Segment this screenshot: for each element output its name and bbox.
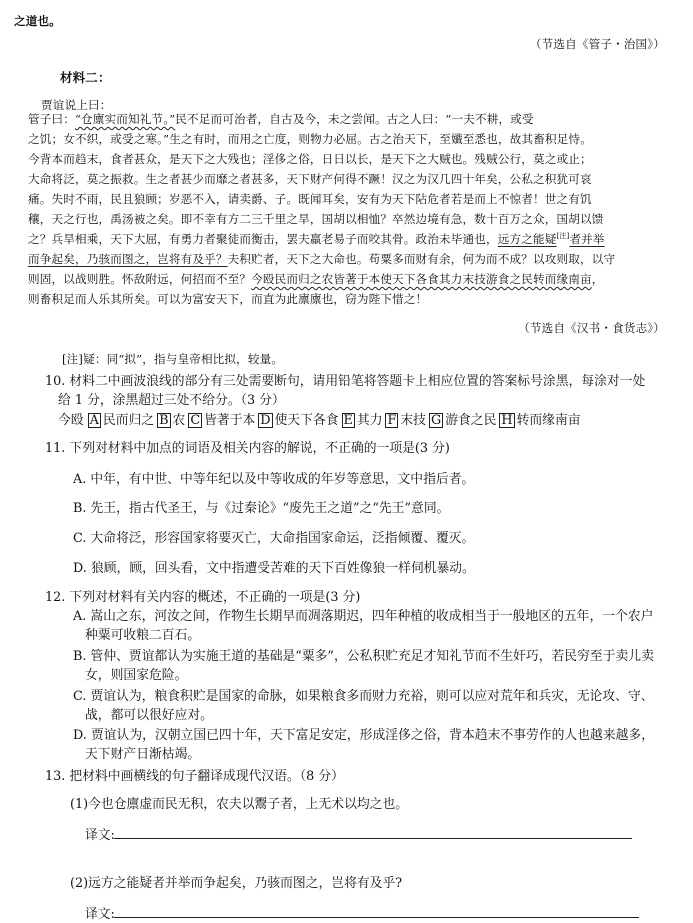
q10-options xyxy=(58,409,584,428)
passage-text: 则固，以战则胜。怀敌附远，何招而不至？ xyxy=(28,272,252,286)
passage-line xyxy=(28,291,427,307)
q11-option-b: B. 先王，指古代圣王，与《过秦论》“废先王之道”之“先王”意同。 xyxy=(73,501,450,516)
q10-prefix: 今殴 xyxy=(58,413,84,428)
q10-option-text: 农 xyxy=(172,413,186,428)
q13-answer-line-2[interactable] xyxy=(114,917,639,918)
passage-text: ， xyxy=(591,272,604,286)
material2-source: （节选自《汉书・食货志》） xyxy=(518,321,665,335)
q10-option-box[interactable]: D xyxy=(260,413,271,428)
q12-stem: 12. 下列对材料有关内容的概述，不正确的一项是(3 分) xyxy=(45,590,361,605)
passage-line xyxy=(28,251,615,267)
q10-option-box[interactable]: E xyxy=(343,413,353,428)
passage-text: 穰，天之行也，禹汤被之矣。即不幸有方二三千里之旱，国胡以相恤？卒然边境有急，数十百万之众，国胡以馈 xyxy=(28,212,604,226)
q10-option-text: 转而缘南亩 xyxy=(516,413,581,428)
q10-option-box[interactable]: C xyxy=(190,413,201,428)
passage-text: 则畜积足而人乐其所矣。可以为富安天下，而直为此廪廪也，窃为陛下惜之！ xyxy=(28,292,428,306)
q13-stem: 13. 把材料中画横线的句子翻译成现代汉语。（8 分） xyxy=(45,769,344,784)
marked-text: 今殴民而归之农皆著于本使天下各食其力末技游食之民转而缘南亩 xyxy=(251,272,592,286)
q13-answer-label-2: 译文: xyxy=(85,907,115,922)
q10-option-box[interactable]: G xyxy=(430,413,442,428)
q10-option-text: 其力 xyxy=(356,413,383,428)
passage-text: 今背本而趋末，食者甚众，是天下之大残也；淫侈之俗，日日以长，是天下之大贼也。残贼公行，莫之或止； xyxy=(28,152,592,166)
q12-option-a-l1: A. 嵩山之东，河汝之间，作物生长期早而凋落期迟，四年种植的收成相当于一般地区的五年，一个农户 xyxy=(73,609,654,624)
q10-option-text: 末技 xyxy=(400,413,426,428)
q12-option-c-l2: 战，都可以很好应对。 xyxy=(85,708,213,723)
passage-line xyxy=(28,151,592,167)
q10-stem-line1: 10. 材料二中画波浪线的部分有三处需要断句，请用铅笔将答题卡上相应位置的答案标号涂黑，每涂对一处 xyxy=(45,374,646,389)
q10-option-text: 游食之民 xyxy=(445,413,497,428)
q12-option-c-l1: C. 贾谊认为，粮食积贮是国家的命脉，如果粮食多而财力充裕，则可以应对荒年和兵灾，无论攻、守、 xyxy=(73,689,654,704)
passage-line xyxy=(28,271,603,287)
q10-option-box[interactable]: B xyxy=(159,413,169,428)
passage-line xyxy=(28,191,592,207)
marked-text: “仓廪实而知礼节。” xyxy=(74,112,176,126)
material2-title: 材料二： xyxy=(60,70,111,85)
q13-sentence-1: (1)今也仓廪虚而民无积，农夫以鬻子者，上无术以均之也。 xyxy=(70,797,409,812)
q10-option-text: 使天下各食 xyxy=(274,413,339,428)
q12-option-a-l2: 种粟可收粮二百石。 xyxy=(85,628,201,643)
q10-option-box[interactable]: F xyxy=(387,413,397,428)
marked-text: 而争起矣，乃骇而图之，岂将有及乎？ xyxy=(28,252,228,266)
material2-note: [注]疑：同“拟”，指与皇帝相比拟，较量。 xyxy=(62,352,284,366)
q10-option-text: 民而归之 xyxy=(102,413,155,428)
q10-stem-line2: 给 1 分，涂黑超过三处不给分。（3 分） xyxy=(58,393,285,408)
q12-option-b-l2: 女，则国家危险。 xyxy=(85,668,188,683)
passage-line xyxy=(28,131,592,147)
passage-line xyxy=(28,171,592,187)
passage-text: 大命将泛，莫之振救。生之者甚少而靡之者甚多，天下财产何得不蹶！汉之为汉几四十年矣，公私之积犹可哀 xyxy=(28,172,592,186)
note-marker: [注] xyxy=(556,232,570,241)
q10-option-box[interactable]: A xyxy=(89,413,99,428)
marked-text: 者并举 xyxy=(569,232,605,246)
q13-answer-line-1[interactable] xyxy=(114,838,632,839)
q12-option-d-l1: D. 贾谊认为，汉朝立国已四十年，天下富足安定，形成淫侈之俗，背本趋末不事劳作的人也越来越多， xyxy=(73,728,655,743)
material1-tail: 之道也。 xyxy=(14,14,61,28)
passage-text: 管子曰： xyxy=(28,112,75,126)
passage-text: 之饥；女不织，或受之寒。”生之有时，而用之亡度，则物力必屈。古之治天下，至孅至悉也，故其畜积足恃。 xyxy=(28,132,592,146)
q12-option-b-l1: B. 管仲、贾谊都认为实施王道的基础是“粟多”，公私积贮充足才知礼节而不生奸巧，若民穷至于卖儿卖 xyxy=(73,649,654,664)
material1-source: （节选自《管子・治国》） xyxy=(529,37,665,51)
q11-option-d: D. 狼顾，顾，回头看，文中指遭受苦难的天下百姓像狼一样伺机暴动。 xyxy=(73,561,475,576)
q11-stem: 11. 下列对材料中加点的词语及相关内容的解说，不正确的一项是(3 分) xyxy=(45,441,450,456)
material2-intro: 贾谊说上曰： xyxy=(41,98,112,112)
q11-option-a: A. 中年，有中世、中等年纪以及中等收成的年岁等意思，文中指后者。 xyxy=(73,472,475,487)
passage-line xyxy=(28,231,605,247)
passage-text: 痛。失时不雨，民且狼顾；岁恶不入，请卖爵、子。既闻耳矣，安有为天下阽危者若是而上不惊者！世之有饥 xyxy=(28,192,592,206)
q13-sentence-2: (2)远方之能疑者并举而争起矣，乃骇而图之，岂将有及乎? xyxy=(70,876,403,891)
passage-line xyxy=(28,211,603,227)
passage-line xyxy=(28,111,534,127)
passage-text: 夫积贮者，天下之大命也。苟粟多而财有余，何为而不成？以攻则取，以守 xyxy=(227,252,616,266)
passage-text: 民不足而可治者，自古及今，未之尝闻。古之人曰：“一夫不耕，或受 xyxy=(175,112,534,126)
q11-option-c: C. 大命将泛，形容国家将要灭亡，大命指国家命运，泛指倾覆、覆灭。 xyxy=(73,531,475,546)
q10-option-box[interactable]: H xyxy=(501,413,513,428)
q10-option-text: 皆著于本 xyxy=(204,413,256,428)
marked-text: 远方之能疑 xyxy=(497,232,557,246)
q12-option-d-l2: 天下财产日渐枯竭。 xyxy=(85,747,201,762)
passage-text: 之？兵旱相乘，天下大屈，有勇力者聚徒而衡击，罢夫羸老易子而咬其骨。政治未毕通也， xyxy=(28,232,498,246)
q13-answer-label-1: 译文: xyxy=(85,828,115,843)
